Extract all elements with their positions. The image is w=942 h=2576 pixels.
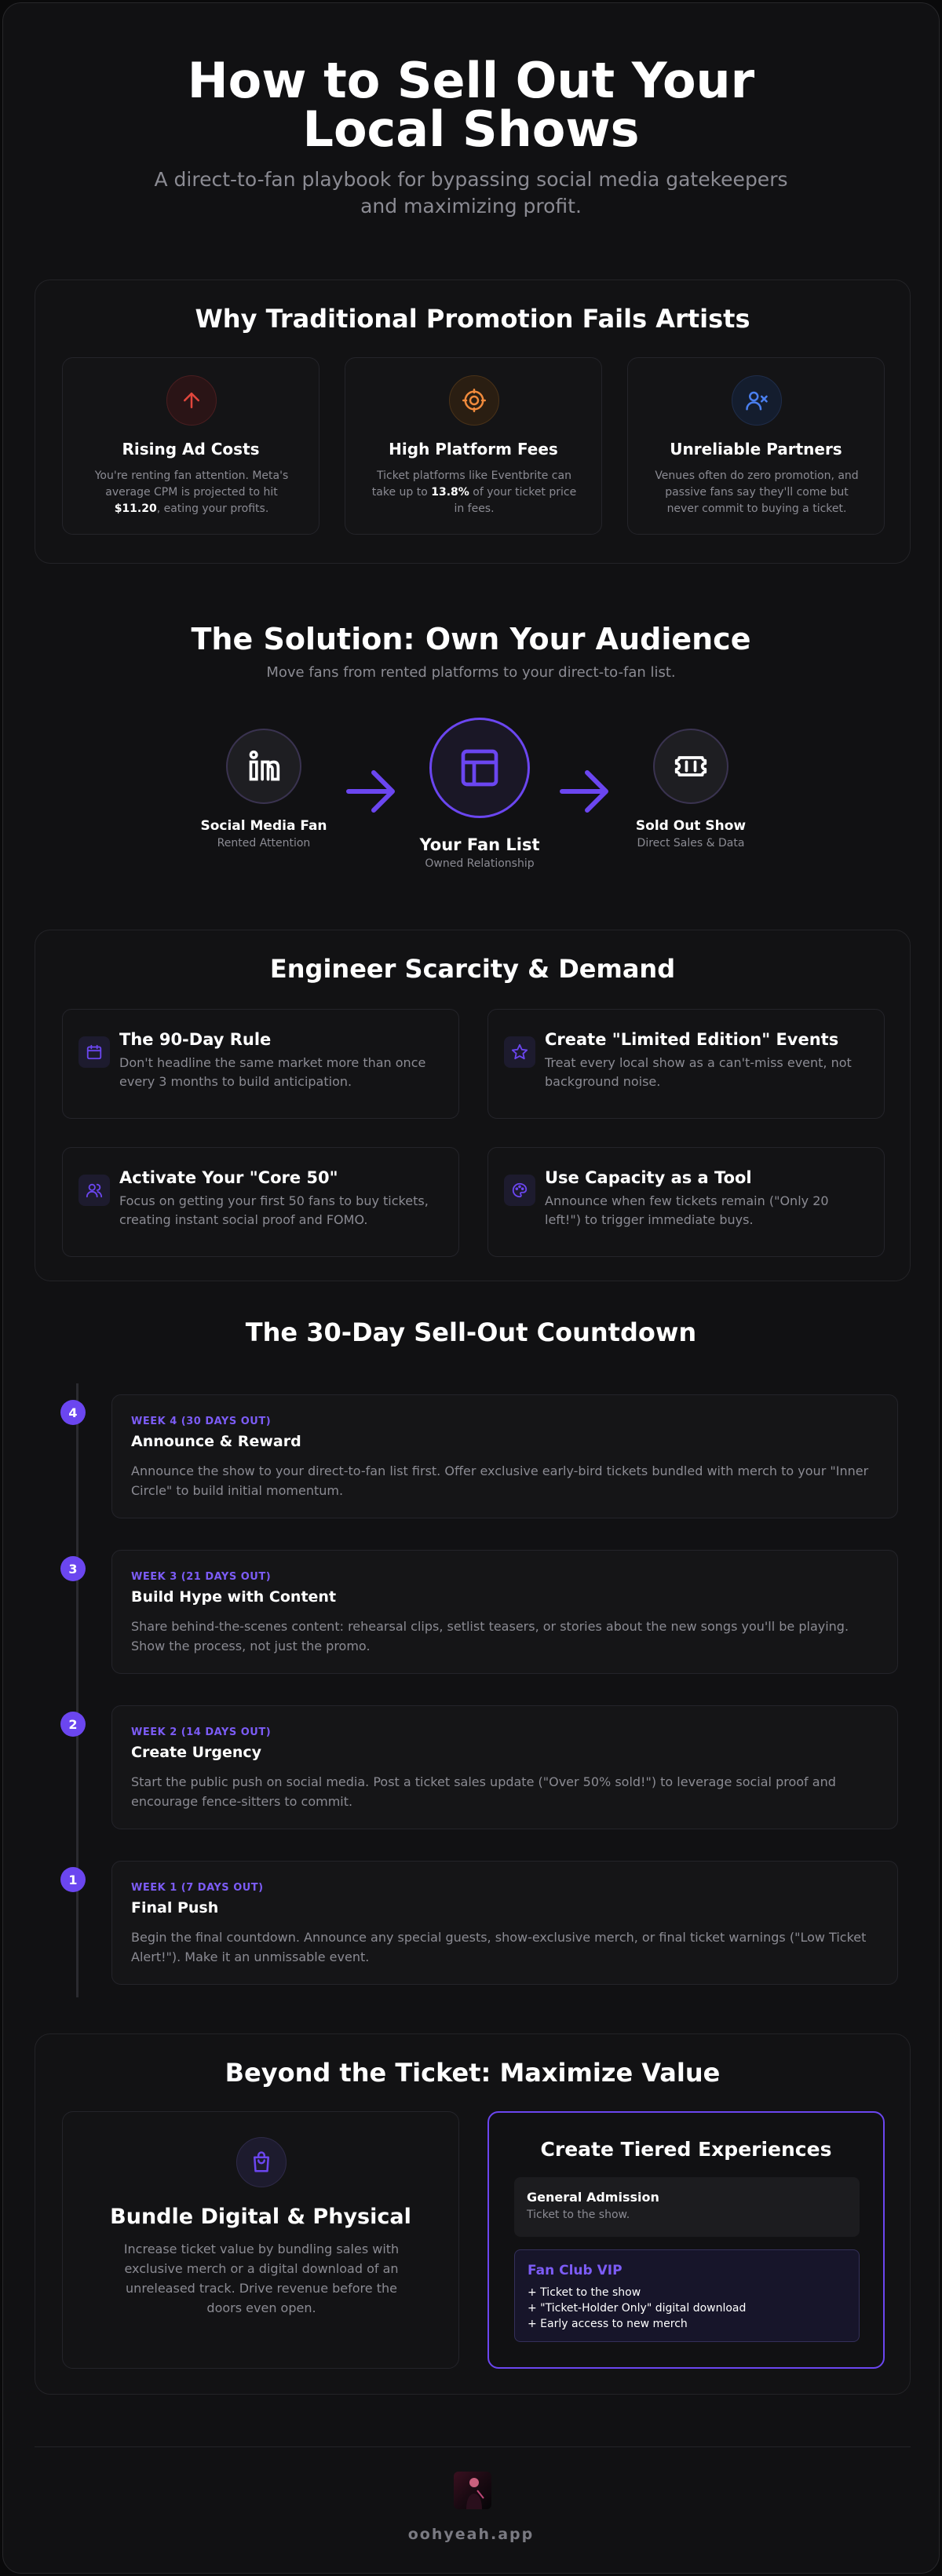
flow-node-sub: Direct Sales & Data — [637, 837, 745, 850]
timeline-step-text: Share behind-the-scenes content: rehearsal clips, setlist teasers, or stories about the new songs you'll be playing. Show the process, not just the promo. — [131, 1619, 849, 1653]
fail-card-text: Venues often do zero promotion, and passive fans say they'll come but never commit to buying a ticket. — [655, 470, 859, 515]
tier-text: Ticket to the show. — [527, 2209, 630, 2221]
scarcity-card-text: Treat every local show as a can't-miss event, not background noise. — [545, 1055, 852, 1089]
flow-node-sub: Rented Attention — [217, 837, 311, 850]
user-x-icon — [732, 375, 782, 426]
fail-card-text: Ticket platforms like Eventbrite can take up to 13.8% of your ticket price in fees. — [371, 470, 577, 515]
timeline-card-week-2 — [111, 1705, 898, 1829]
arrow-right-icon — [559, 769, 611, 813]
scarcity-card-core-50 — [62, 1147, 459, 1257]
palette-icon — [504, 1175, 535, 1206]
bundle-card — [62, 2111, 459, 2369]
scarcity-card-text: Focus on getting your first 50 fans to buy tickets, creating instant social proof and FOMO. — [119, 1193, 429, 1227]
tier-fan-club-vip — [514, 2249, 860, 2342]
fail-card-text: You're renting fan attention. Meta's average CPM is projected to hit $11.20, eating your profits. — [94, 470, 289, 515]
shopping-bag-icon — [236, 2137, 287, 2187]
countdown-title: The 30-Day Sell-Out Countdown — [245, 1317, 697, 1347]
calendar-icon — [78, 1036, 110, 1068]
scarcity-title: Engineer Scarcity & Demand — [269, 954, 676, 984]
scarcity-card-capacity — [487, 1147, 885, 1257]
fail-card-title: Rising Ad Costs — [122, 440, 260, 459]
timeline-step-number: 1 — [60, 1867, 86, 1892]
scarcity-card-text: Announce when few tickets remain ("Only 20 left!") to trigger immediate buys. — [545, 1193, 829, 1227]
avatar — [454, 2472, 491, 2509]
scarcity-section — [35, 930, 911, 1281]
timeline-step-title: Create Urgency — [131, 1744, 262, 1761]
scarcity-card-title: Use Capacity as a Tool — [545, 1168, 752, 1187]
tier-perk: + "Ticket-Holder Only" digital download — [528, 2302, 747, 2315]
beyond-title: Beyond the Ticket: Maximize Value — [225, 2058, 721, 2088]
tiers-card — [487, 2111, 885, 2369]
users-icon — [78, 1175, 110, 1206]
timeline-step-number: 3 — [60, 1556, 86, 1581]
flow-node-social-fan — [177, 729, 350, 850]
star-icon — [504, 1036, 535, 1068]
scarcity-card-text: Don't headline the same market more than once every 3 months to build anticipation. — [119, 1055, 426, 1089]
footer-divider — [35, 2446, 911, 2447]
solution-subtitle: Move fans from rented platforms to your direct-to-fan list. — [266, 664, 676, 681]
tier-perk-list — [528, 2285, 746, 2332]
scarcity-card-title: The 90-Day Rule — [119, 1030, 272, 1049]
flow-node-fan-list — [382, 718, 578, 870]
timeline-line — [76, 1383, 78, 1997]
beyond-section — [35, 2033, 911, 2395]
timeline-step-text: Begin the final countdown. Announce any special guests, show-exclusive merch, or final ticket warnings ("Low Ticket Alert!"). Make it an unmissable event. — [131, 1930, 867, 1964]
timeline-step-number: 4 — [60, 1400, 86, 1425]
tier-perk: + Early access to new merch — [528, 2318, 688, 2330]
bundle-text: Increase ticket value by bundling sales with exclusive merch or a digital download of an unreleased track. Drive revenue before the doors even open. — [123, 2242, 400, 2315]
timeline-week-label: WEEK 2 (14 DAYS OUT) — [131, 1726, 272, 1738]
timeline-step-title: Final Push — [131, 1899, 219, 1916]
layout-icon — [429, 718, 530, 818]
arrow-up-icon — [166, 375, 217, 426]
timeline-week-label: WEEK 4 (30 DAYS OUT) — [131, 1416, 272, 1427]
tier-perk: + Ticket to the show — [528, 2286, 641, 2299]
fail-card-platform-fees — [345, 357, 602, 535]
fail-card-title: Unreliable Partners — [670, 440, 842, 459]
scarcity-card-title: Activate Your "Core 50" — [119, 1168, 338, 1187]
scarcity-card-title: Create "Limited Edition" Events — [545, 1030, 839, 1049]
timeline-card-week-1 — [111, 1861, 898, 1985]
page-title: How to Sell Out Your Local Shows — [187, 52, 755, 158]
solution-title: The Solution: Own Your Audience — [191, 622, 751, 656]
tier-title: General Admission — [527, 2190, 659, 2205]
linkedin-icon — [226, 729, 301, 804]
why-fails-title: Why Traditional Promotion Fails Artists — [195, 304, 750, 334]
flow-node-sub: Owned Relationship — [425, 857, 535, 870]
scarcity-card-90-day — [62, 1009, 459, 1119]
fail-card-ad-costs — [62, 357, 319, 535]
timeline-week-label: WEEK 3 (21 DAYS OUT) — [131, 1571, 272, 1583]
why-fails-section — [35, 280, 911, 564]
timeline-card-week-4 — [111, 1394, 898, 1518]
fail-card-unreliable-partners — [627, 357, 885, 535]
flow-node-sold-out — [604, 729, 777, 850]
timeline-step-text: Start the public push on social media. Post a ticket sales update ("Over 50% sold!") to leverage social proof and encourage fence-sitters to commit. — [131, 1774, 836, 1809]
timeline-step-title: Announce & Reward — [131, 1433, 301, 1450]
tier-general-admission — [514, 2177, 860, 2237]
target-icon — [449, 375, 499, 426]
timeline-week-label: WEEK 1 (7 DAYS OUT) — [131, 1882, 264, 1894]
page-subtitle: A direct-to-fan playbook for bypassing social media gatekeepers and maximizing profit. — [154, 168, 788, 217]
ticket-icon — [653, 729, 728, 804]
bundle-title: Bundle Digital & Physical — [110, 2205, 411, 2229]
tiers-title: Create Tiered Experiences — [540, 2138, 832, 2161]
timeline-step-text: Announce the show to your direct-to-fan list first. Offer exclusive early-bird tickets bundled with merch to your "Inner Circle" to build initial momentum. — [131, 1463, 869, 1498]
fail-card-title: High Platform Fees — [389, 440, 558, 459]
timeline-card-week-3 — [111, 1550, 898, 1674]
timeline-step-title: Build Hype with Content — [131, 1588, 337, 1606]
tier-title: Fan Club VIP — [528, 2263, 623, 2278]
flow-node-title: Social Media Fan — [200, 818, 327, 834]
scarcity-card-limited-edition — [487, 1009, 885, 1119]
page-frame — [2, 2, 940, 2574]
flow-node-title: Sold Out Show — [635, 818, 747, 834]
flow-node-title: Your Fan List — [419, 835, 540, 854]
timeline-step-number: 2 — [60, 1712, 86, 1737]
brand-name[interactable]: oohyeah.app — [407, 2526, 535, 2543]
